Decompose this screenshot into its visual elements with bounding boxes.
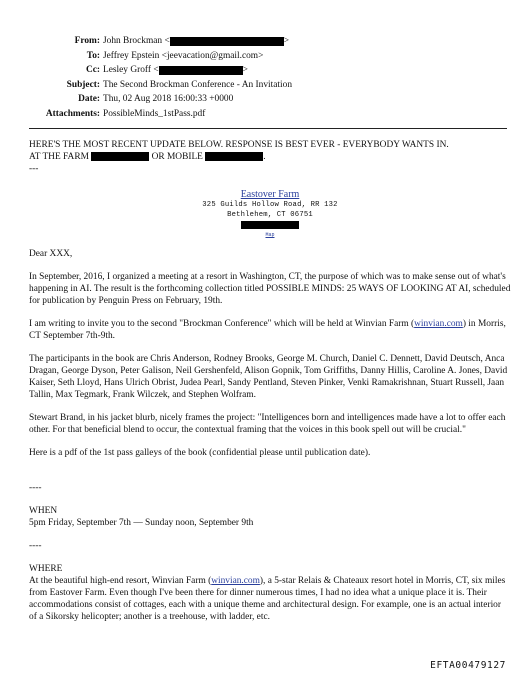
greeting: Dear XXX, bbox=[29, 249, 73, 260]
where-text: At the beautiful high-end resort, Winvian Farm (winvian.com), a 5-star Relais & Chateaux resort hotel in Morris, CT, six miles from Eastover Farm. Even though I've been there for dinner numerous times, I had no idea what a unique place it is. Their accommodations consist of cottages, each with a unique theme and architectural design. For example, one is an actual interior of a Sikorsky helicopter; another is a treehouse, with ladder, etc. bbox=[29, 576, 506, 623]
when-heading: WHEN bbox=[29, 506, 58, 517]
from-value: John Brockman < bbox=[103, 36, 170, 46]
farm-address-1: 325 Guilds Hollow Road, RR 132 bbox=[202, 201, 338, 209]
from-row bbox=[0, 34, 512, 49]
paragraph-2: I am writing to invite you to the second "Brockman Conference" which will be held at Winvian Farm (winvian.com) in Morris, CT September 7th-9th. bbox=[29, 319, 506, 342]
redaction-bar bbox=[170, 37, 284, 46]
attachments-row bbox=[0, 107, 512, 122]
header-divider bbox=[29, 128, 507, 129]
when-text: 5pm Friday, September 7th — Sunday noon, September 9th bbox=[29, 518, 254, 529]
to-label: To: bbox=[86, 50, 100, 61]
winvian-link[interactable]: winvian.com bbox=[414, 319, 463, 330]
redaction-bar bbox=[205, 152, 263, 161]
from-label: From: bbox=[74, 36, 100, 46]
paragraph-3: The participants in the book are Chris Anderson, Rodney Brooks, George M. Church, Daniel C. Dennett, David Deutsch, Anca Dragan, George Dyson, Peter Galison, Neil Gershenfeld, Alison Gopnik, Tom Griffiths, Danny Hillis, Caroline A. Jones, David Kaiser, Seth Lloyd, Hans Ulrich Obrist, Judea Pearl, Sandy Pentland, Steven Pinker, Venki Ramakrishnan, Stuart Russell, Jaan Tallin, Max Tegmark, Frank Wilczek, and Stephen Wolfram. bbox=[29, 354, 508, 401]
update-line-1: HERE'S THE MOST RECENT UPDATE BELOW. RESPONSE IS BEST EVER - EVERYBODY WANTS IN. bbox=[29, 140, 449, 150]
paragraph-4: Stewart Brand, in his jacket blurb, nicely frames the project: "Intelligences born and intelligences made have a lot to offer each other. For that beneficial blend to occur, the contextual framing that the voices in this book spell out will be crucial." bbox=[29, 413, 506, 436]
separator: ---- bbox=[29, 483, 42, 494]
redaction-bar bbox=[159, 66, 243, 75]
farm-signature bbox=[29, 189, 511, 239]
to-row bbox=[0, 49, 512, 64]
separator: ---- bbox=[29, 541, 42, 552]
redaction-bar bbox=[241, 221, 299, 229]
subject-label: Subject: bbox=[66, 79, 100, 90]
winvian-link[interactable]: winvian.com bbox=[211, 576, 260, 587]
date-value: Thu, 02 Aug 2018 16:00:33 +0000 bbox=[103, 94, 234, 105]
email-body bbox=[29, 139, 511, 623]
map-link[interactable]: Map bbox=[265, 232, 275, 239]
subject-value: The Second Brockman Conference - An Invitation bbox=[103, 79, 293, 90]
cc-label: Cc: bbox=[85, 65, 100, 76]
separator: --- bbox=[29, 164, 39, 174]
attachment-link[interactable]: PossibleMinds_1stPass.pdf bbox=[103, 108, 206, 119]
subject-row bbox=[0, 78, 512, 93]
cc-tail: > bbox=[242, 65, 248, 76]
attachments-label: Attachments: bbox=[45, 108, 100, 119]
paragraph-1: In September, 2016, I organized a meeting at a resort in Washington, CT, the purpose of which was to make sense out of what's happening in AI. The result is the forthcoming collection titled POSSIBLE MINDS: 25 WAYS OF LOOKING AT AI, scheduled for publication by Penguin Press on February, 19th. bbox=[29, 272, 511, 307]
redaction-bar bbox=[91, 152, 149, 161]
where-heading: WHERE bbox=[29, 564, 63, 575]
to-value: Jeffrey Epstein <jeevacation@gmail.com> bbox=[103, 50, 264, 61]
cc-value: Lesley Groff < bbox=[103, 65, 159, 76]
date-row bbox=[0, 92, 512, 107]
from-tail: > bbox=[283, 36, 290, 46]
update-line-2: AT THE FARM OR MOBILE . bbox=[29, 152, 266, 162]
farm-address-2: Bethlehem, CT 06751 bbox=[227, 210, 313, 219]
email-header bbox=[0, 34, 512, 122]
date-label: Date: bbox=[78, 94, 100, 105]
cc-row bbox=[0, 63, 512, 78]
paragraph-5: Here is a pdf of the 1st pass galleys of the book (confidential please until publication date). bbox=[29, 448, 371, 459]
farm-name-link[interactable]: Eastover Farm bbox=[240, 189, 300, 200]
document-id: EFTA00479127 bbox=[430, 660, 506, 671]
